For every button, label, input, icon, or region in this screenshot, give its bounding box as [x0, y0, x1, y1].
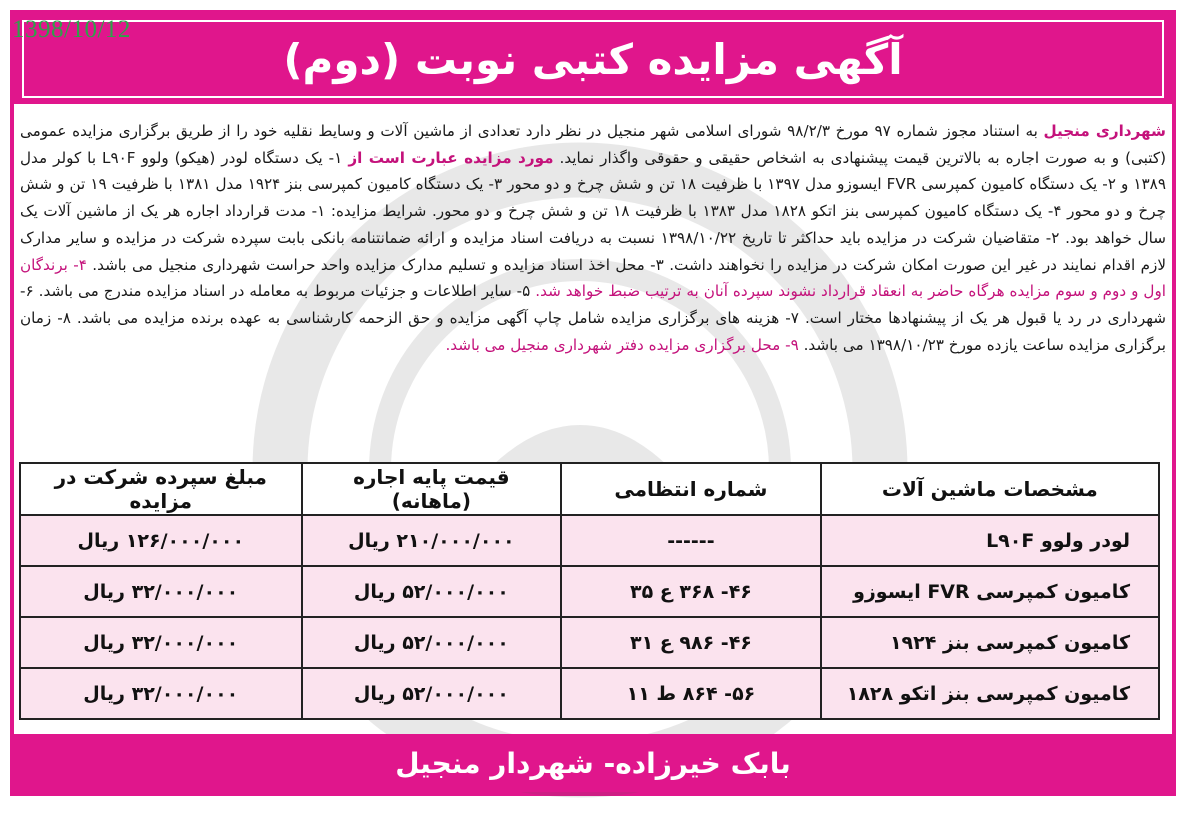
machine-name-cell: کامیون کمپرسی FVR ایسوزو — [821, 566, 1159, 617]
base-rent-cell: ۲۱۰/۰۰۰/۰۰۰ ریال — [302, 515, 562, 566]
plate-number-cell: ۴۶- ۳۶۸ ع ۳۵ — [561, 566, 821, 617]
body-segment: ۵- سایر اطلاعات و جزئیات مربوط به معامله در اسناد مزایده مندرج می باشد. ۶- شهرداری در رد یا قبول هر یک از پیشنهادها مختار است. ۷- هزینه های برگزاری مزایده شامل چاپ آگهی مزایده و حق الزحمه کارشناسی به عهده برنده مزایده می باشد. ۸- زمان برگزاری مزایده ساعت یازده مورخ ۱۳۹۸/۱۰/۲۳ می باشد. — [20, 282, 1166, 354]
issuer-name: شهرداری منجیل — [1043, 122, 1166, 140]
date-stamp: 1398/10/12 — [12, 16, 131, 43]
table-row — [20, 668, 1159, 719]
body-highlight: ۹- محل برگزاری مزایده دفتر شهرداری منجیل می باشد. — [445, 335, 799, 354]
title-box — [22, 20, 1164, 98]
column-header: مشخصات ماشین آلات — [821, 463, 1159, 515]
plate-number-cell: ۴۶- ۹۸۶ ع ۳۱ — [561, 617, 821, 668]
plate-number-cell: ------ — [561, 515, 821, 566]
body-segment: ۱- یک دستگاه لودر (هیکو) ولوو L۹۰F با کولر مدل ۱۳۸۹ و ۲- یک دستگاه کامیون کمپرسی FVR ایسوزو مدل ۱۳۹۷ با ظرفیت ۱۸ تن و شش چرخ و دو محور ۳- یک دستگاه کامیون کمپرسی بنز ۱۹۲۴ مدل ۱۳۸۱ با ظرفیت ۱۹ تن و شش چرخ و دو محور ۴- یک دستگاه کامیون کمپرسی بنز اتکو ۱۸۲۸ مدل ۱۳۸۳ با ظرفیت ۱۸ تن و شش چرخ و دو محور. شرایط مزایده: ۱- مدت قرارداد اجاره هر یک از ماشین آلات یک سال خواهد بود. ۲- متقاضیان شرکت در مزایده باید حداکثر تا تاریخ ۱۳۹۸/۱۰/۲۲ نسبت به دریافت اسناد مزایده و ارائه ضمانتنامه بانکی بابت سپرده شرکت در مزایده و سایر مدارک لازم اقدام نمایند در غیر این صورت امکان شرکت در مزایده را نخواهند داشت. ۳- محل اخذ اسناد مزایده و تسلیم مدارک مزایده واحد حراست شهرداری منجیل می باشد. — [20, 148, 1166, 274]
announcement-body — [20, 118, 1166, 358]
deposit-cell: ۳۲/۰۰۰/۰۰۰ ریال — [20, 566, 302, 617]
base-rent-cell: ۵۲/۰۰۰/۰۰۰ ریال — [302, 566, 562, 617]
column-header: قیمت پایه اجاره (ماهانه) — [302, 463, 562, 515]
base-rent-cell: ۵۲/۰۰۰/۰۰۰ ریال — [302, 668, 562, 719]
body-segment: به استناد مجوز شماره ۹۷ مورخ ۹۸/۲/۳ شورای اسلامی شهر منجیل در نظر دارد تعدادی از ماشین آلات و وسایط نقلیه خود را از طریق برگزاری مزایده عمومی (کتبی) و به صورت اجاره به بالاترین قیمت پیشنهادی به اشخاص حقیقی و حقوقی واگذار نماید. — [20, 122, 1166, 167]
machine-name-cell: لودر ولوو L۹۰F — [821, 515, 1159, 566]
deposit-cell: ۱۲۶/۰۰۰/۰۰۰ ریال — [20, 515, 302, 566]
body-highlight: ۴- برندگان اول و دوم و سوم مزایده هرگاه حاضر به انعقاد قرارداد نشوند سپرده آنان به ترتیب ضبط خواهد شد. — [20, 255, 1167, 301]
auction-items-heading: مورد مزایده عبارت است از — [348, 148, 554, 167]
deposit-cell: ۳۲/۰۰۰/۰۰۰ ریال — [20, 668, 302, 719]
column-header: شماره انتظامی — [561, 463, 821, 515]
table-row — [20, 566, 1159, 617]
page-title: آگهی مزایده کتبی نوبت (دوم) — [283, 34, 903, 84]
column-header: مبلغ سپرده شرکت در مزایده — [20, 463, 302, 515]
machine-name-cell: کامیون کمپرسی بنز ۱۹۲۴ — [821, 617, 1159, 668]
machinery-table — [19, 462, 1160, 720]
machine-name-cell: کامیون کمپرسی بنز اتکو ۱۸۲۸ — [821, 668, 1159, 719]
mayor-signature: بابک خیرزاده- شهردار منجیل — [395, 746, 791, 780]
table-header-row — [20, 463, 1159, 515]
base-rent-cell: ۵۲/۰۰۰/۰۰۰ ریال — [302, 617, 562, 668]
plate-number-cell: ۵۶- ۸۶۴ ط ۱۱ — [561, 668, 821, 719]
footer-band — [14, 734, 1172, 792]
deposit-cell: ۳۲/۰۰۰/۰۰۰ ریال — [20, 617, 302, 668]
table-row — [20, 515, 1159, 566]
table-row — [20, 617, 1159, 668]
